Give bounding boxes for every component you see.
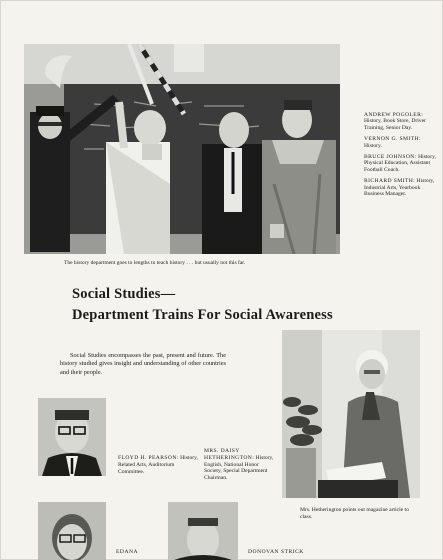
faculty-detail: History, English, National Honor Society, Special Department Chairman. (204, 454, 274, 482)
roster-entry (364, 178, 436, 197)
roster-name: RICHARD SMITH: (364, 178, 416, 185)
faculty-name: FLOYD H. PEARSON: (118, 455, 179, 461)
history-department-photo (24, 44, 340, 254)
department-roster (364, 112, 436, 202)
right-photo-caption: Mrs. Hetherington points out magazine article to class. (300, 507, 409, 520)
roster-detail: History, Industrial Arts, Yearbook Business Manager. (364, 178, 435, 198)
roster-name: VERNON G. SMITH: (364, 136, 421, 143)
roster-entry (364, 112, 436, 131)
section-heading-line1: Social Studies— (72, 286, 176, 302)
roster-name: ANDREW POGOLER: (364, 112, 424, 118)
edana-label: EDANA (116, 549, 139, 555)
edana-portrait (38, 502, 106, 560)
roster-detail: History, Book Store, Driver Training, Senior Day. (364, 118, 426, 131)
hetherington-caption (204, 448, 276, 482)
roster-entry (364, 154, 436, 173)
top-photo-caption: The history department goes to lengths to teach history . . . but usually not this far. (64, 260, 246, 266)
faculty-name: MRS. DAISY HETHERINGTON: (204, 448, 255, 461)
hetherington-photo (282, 330, 420, 498)
roster-detail: History, Physical Education, Assistant Football Coach. (364, 154, 436, 173)
roster-name: BRUCE JOHNSON: (364, 154, 417, 161)
faculty-detail: History, Related Arts, Auditorium Committee. (118, 455, 198, 475)
roster-entry (364, 136, 436, 149)
section-heading (72, 285, 392, 324)
pearson-portrait (38, 398, 106, 476)
section-heading-line2: Department Trains For Social Awareness (72, 307, 333, 323)
intro-paragraph: Social Studies encompasses the past, present and future. The history studied gives insight and understanding of other countries and their people. (60, 352, 226, 376)
pearson-caption (118, 455, 198, 475)
roster-detail: History. (364, 142, 382, 149)
strick-portrait (168, 502, 238, 560)
strick-label: DONOVAN STRICK (248, 549, 304, 555)
